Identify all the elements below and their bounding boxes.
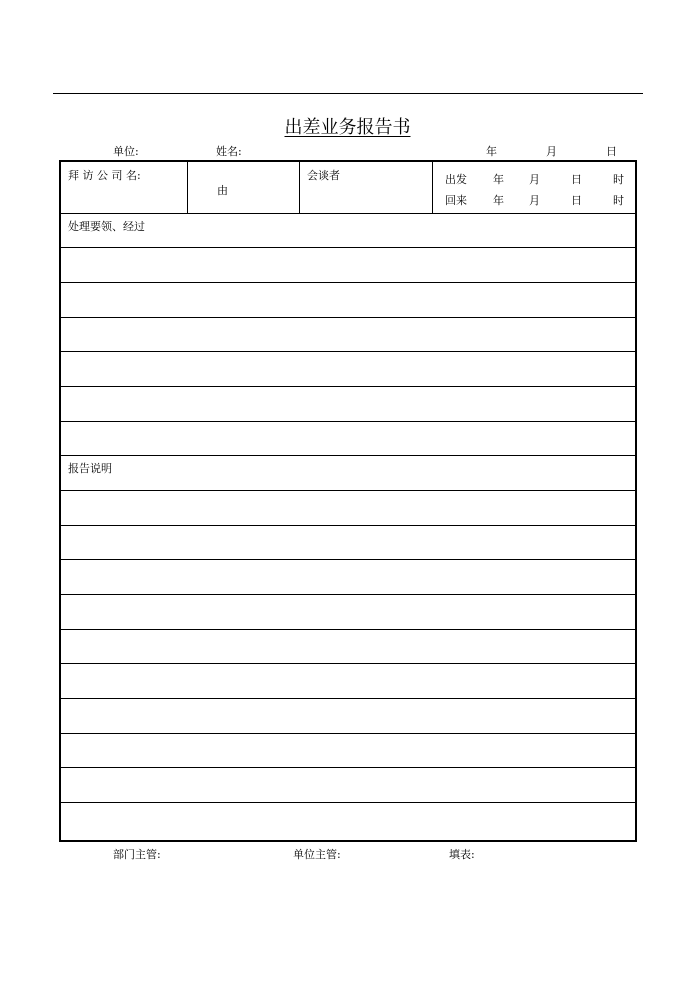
row-line (61, 559, 635, 560)
unit-label: 单位: (113, 145, 139, 158)
divider-v2 (299, 162, 300, 213)
row-line (61, 213, 635, 214)
divider-v3 (432, 162, 433, 213)
reason-label: 由 (217, 184, 228, 197)
row-line (61, 247, 635, 248)
row-line (61, 490, 635, 491)
filler-label: 填表: (449, 848, 475, 861)
row-line (61, 317, 635, 318)
header-year-label: 年 (486, 145, 497, 158)
divider-v1 (187, 162, 188, 213)
depart-day: 日 (571, 173, 582, 186)
header-month-label: 月 (546, 145, 557, 158)
page-title (0, 116, 695, 140)
row-line (61, 802, 635, 803)
depart-hour: 时 (613, 173, 624, 186)
row-line (61, 733, 635, 734)
depart-label: 出发 (445, 173, 467, 186)
return-month: 月 (529, 194, 540, 207)
return-year: 年 (493, 194, 504, 207)
row-line (61, 698, 635, 699)
row-line (61, 282, 635, 283)
title-text: 出差业务报告书 (284, 117, 411, 138)
row-line (61, 351, 635, 352)
row-line (61, 421, 635, 422)
return-label: 回来 (445, 194, 467, 207)
name-label: 姓名: (216, 145, 242, 158)
unit-supervisor-label: 单位主管: (293, 848, 341, 861)
row-line (61, 455, 635, 456)
row-line (61, 525, 635, 526)
report-form (59, 160, 637, 842)
return-hour: 时 (613, 194, 624, 207)
row-line (61, 663, 635, 664)
depart-month: 月 (529, 173, 540, 186)
row-line (61, 594, 635, 595)
top-rule (53, 93, 643, 94)
row-line (61, 629, 635, 630)
row-line (61, 767, 635, 768)
report-label: 报告说明 (68, 462, 112, 475)
dept-supervisor-label: 部门主管: (113, 848, 161, 861)
interviewee-label: 会谈者 (307, 169, 340, 182)
row-line (61, 386, 635, 387)
depart-year: 年 (493, 173, 504, 186)
header-day-label: 日 (606, 145, 617, 158)
process-label: 处理要领、经过 (68, 220, 145, 233)
visit-company-label: 拜 访 公 司 名: (68, 169, 141, 182)
return-day: 日 (571, 194, 582, 207)
